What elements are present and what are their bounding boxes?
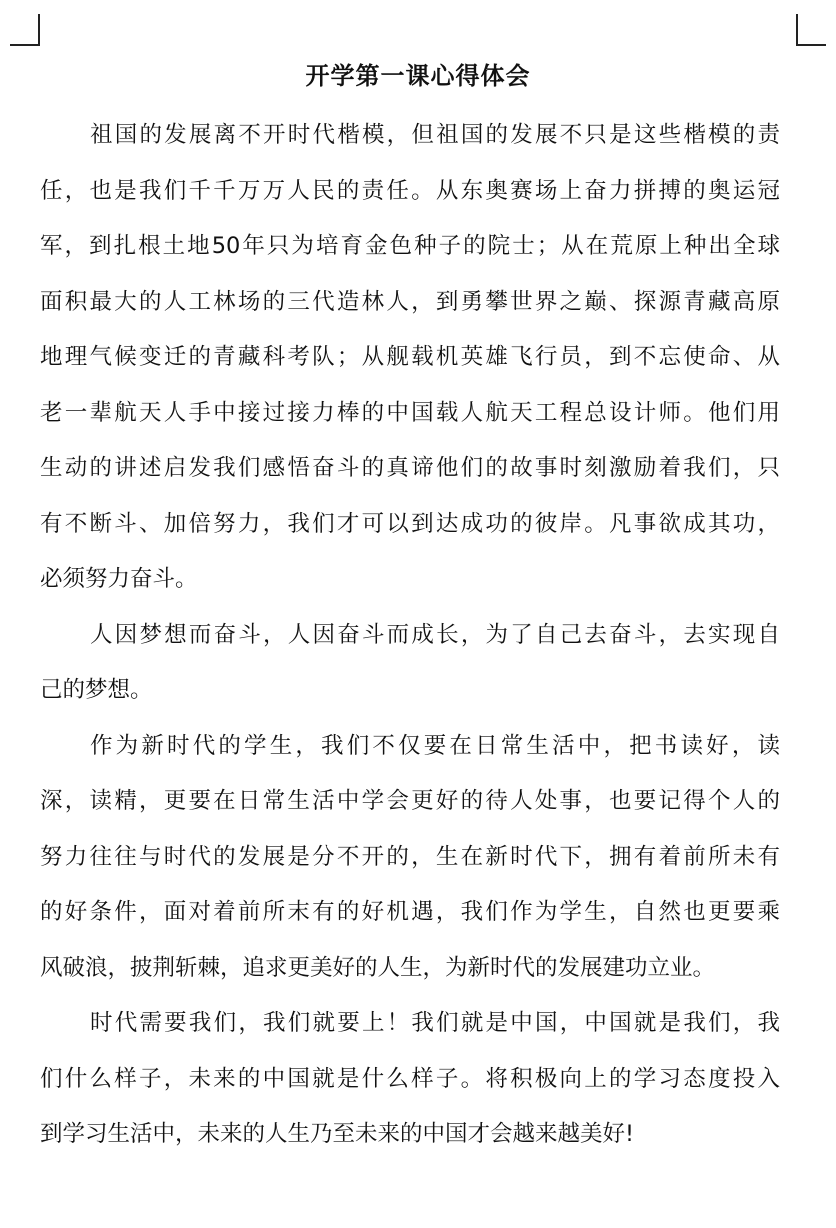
paragraph-line: 任，也是我们千千万万人民的责任。从东奥赛场上奋力拼搏的奥运冠: [40, 177, 780, 204]
paragraph-line: 风破浪，披荆斩棘，追求更美好的人生，为新时代的发展建功立业。: [40, 954, 716, 981]
paragraph-line: 深，读精，更要在日常生活中学会更好的待人处事，也要记得个人的: [40, 788, 780, 814]
paragraph-line: 祖国的发展离不开时代楷模，但祖国的发展不只是这些楷模的责: [90, 122, 780, 148]
paragraph-line: 时代需要我们，我们就要上！我们就是中国，中国就是我们，我: [90, 1010, 780, 1036]
page-corner-mark-top-left: [10, 14, 40, 46]
paragraph-4: [40, 996, 780, 1163]
paragraph-line: 努力往往与时代的发展是分不开的，生在新时代下，拥有着前所未有: [40, 843, 780, 870]
paragraph-line: 军，到扎根土地50年只为培育金色种子的院士；从在荒原上种出全球: [40, 233, 780, 259]
paragraph-line: 生动的讲述启发我们感悟奋斗的真谛他们的故事时刻激励着我们，只: [40, 455, 780, 481]
paragraph-3: [40, 719, 780, 997]
paragraph-line: 们什么样子，未来的中国就是什么样子。将积极向上的学习态度投入: [40, 1065, 780, 1092]
paragraph-line: 作为新时代的学生，我们不仅要在日常生活中，把书读好，读: [90, 732, 780, 759]
paragraph-line: 己的梦想。: [40, 677, 153, 703]
paragraph-1: [40, 108, 780, 608]
paragraph-line: 老一辈航天人手中接过接力棒的中国载人航天工程总设计师。他们用: [40, 399, 780, 426]
paragraph-line: 人因梦想而奋斗，人因奋斗而成长，为了自己去奋斗，去实现自: [90, 621, 780, 648]
paragraph-line: 地理气候变迁的青藏科考队；从舰载机英雄飞行员，到不忘使命、从: [40, 344, 780, 370]
paragraph-line: 有不断斗、加倍努力，我们才可以到达成功的彼岸。凡事欲成其功，: [40, 510, 780, 537]
paragraph-line: 到学习生活中，未来的人生乃至未来的中国才会越来越美好!: [40, 1121, 635, 1147]
paragraph-line: 的好条件，面对着前所末有的好机遇，我们作为学生，自然也更要乘: [40, 899, 780, 925]
paragraph-line: 面积最大的人工林场的三代造林人，到勇攀世界之巅、探源青藏高原: [40, 288, 780, 315]
document-body: [40, 108, 780, 1163]
page-corner-mark-top-right: [796, 14, 826, 46]
document-title: 开学第一课心得体会: [305, 62, 531, 90]
paragraph-line: 必须努力奋斗。: [40, 566, 198, 592]
paragraph-2: [40, 608, 780, 719]
